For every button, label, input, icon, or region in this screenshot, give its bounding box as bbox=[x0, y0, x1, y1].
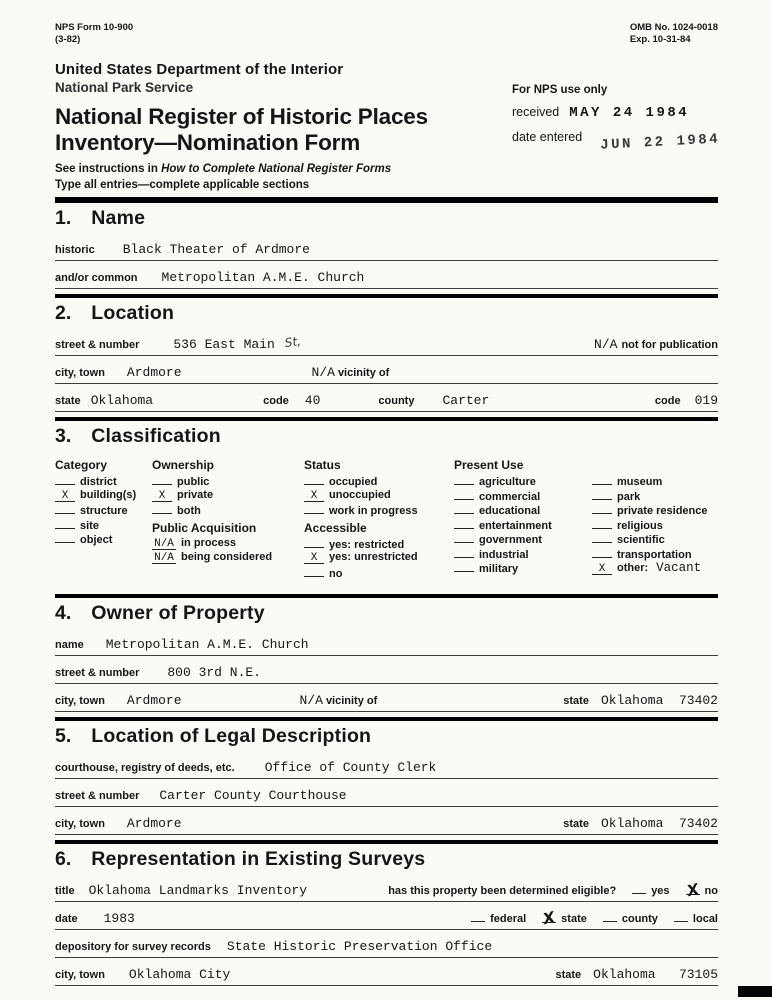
option-yes bbox=[632, 883, 669, 897]
checkbox-blank bbox=[55, 503, 75, 514]
field-label: city, town bbox=[55, 969, 105, 982]
form-revision: (3-82) bbox=[55, 34, 81, 46]
field-label: date bbox=[55, 913, 78, 926]
checkbox-item bbox=[152, 537, 304, 552]
classification-grid bbox=[55, 451, 718, 589]
checkbox-blank bbox=[454, 547, 474, 558]
field-value: 800 3rd N.E. bbox=[167, 665, 261, 681]
checkbox-label: entertainment bbox=[479, 519, 552, 532]
field-value: Carter County Courthouse bbox=[159, 788, 347, 804]
field-owner-street bbox=[55, 656, 718, 684]
checkbox-blank bbox=[55, 518, 75, 529]
checkbox-item bbox=[55, 532, 152, 547]
field-label: street & number bbox=[55, 790, 140, 803]
column-spacer bbox=[592, 458, 718, 474]
checkbox-label: building(s) bbox=[80, 488, 137, 501]
field-owner-name bbox=[55, 628, 718, 656]
field-label: city, town bbox=[55, 818, 105, 831]
checkbox-label: private residence bbox=[617, 505, 708, 518]
checkbox-item bbox=[454, 489, 592, 504]
field-city-town bbox=[55, 356, 718, 384]
checkbox-blank bbox=[304, 503, 324, 514]
section-title: Representation in Existing Surveys bbox=[91, 848, 426, 871]
option-label: county bbox=[621, 913, 658, 926]
field-state-county bbox=[55, 384, 718, 412]
section-6-heading bbox=[55, 844, 718, 874]
field-label: city, town bbox=[55, 367, 105, 380]
checkbox-label: park bbox=[617, 490, 641, 503]
field-value: Oklahoma Landmarks Inventory bbox=[88, 883, 307, 899]
checkbox-label: both bbox=[177, 505, 201, 518]
checkbox-item bbox=[592, 489, 718, 504]
checkbox-other bbox=[592, 561, 718, 576]
received-label: received bbox=[512, 105, 560, 119]
handwritten-x-mark: X bbox=[541, 908, 558, 929]
ownership-header: Ownership bbox=[152, 458, 215, 473]
checkbox-blank bbox=[454, 489, 474, 500]
checkbox-label: no bbox=[329, 567, 343, 580]
checkbox-item bbox=[304, 474, 454, 489]
category-header: Category bbox=[55, 458, 108, 473]
checkbox-label: educational bbox=[479, 505, 541, 518]
checkbox-item bbox=[152, 551, 304, 566]
state-label: state bbox=[55, 395, 81, 408]
checkbox-label: agriculture bbox=[479, 476, 536, 489]
checkbox-label: religious bbox=[617, 519, 663, 532]
section-title: Classification bbox=[91, 425, 221, 448]
na-mark: N/A bbox=[299, 693, 323, 709]
section-number: 6. bbox=[55, 848, 72, 871]
other-value: Vacant bbox=[656, 561, 702, 576]
checkbox-label: commercial bbox=[479, 490, 541, 503]
field-owner-city bbox=[55, 684, 718, 712]
field-value: 1983 bbox=[103, 911, 135, 927]
category-column bbox=[55, 458, 152, 580]
present-use-checklist-2 bbox=[592, 474, 718, 561]
checkbox-label: scientific bbox=[617, 534, 665, 547]
section-title: Name bbox=[91, 207, 146, 230]
vicinity-label: vicinity of bbox=[337, 367, 390, 380]
field-label: depository for survey records bbox=[55, 941, 211, 954]
checkbox-blank: X bbox=[304, 491, 324, 502]
checkbox-label: other: bbox=[617, 562, 649, 575]
option-label: state bbox=[561, 913, 587, 926]
checkbox-label: object bbox=[80, 534, 113, 547]
option-label: federal bbox=[490, 913, 527, 926]
field-label: street & number bbox=[55, 339, 140, 352]
field-label: title bbox=[55, 885, 75, 898]
nps-use-only-label: For NPS use only bbox=[512, 84, 608, 96]
option-label: yes bbox=[651, 885, 670, 898]
state-value: Oklahoma 73402 bbox=[600, 693, 718, 709]
field-label: name bbox=[55, 639, 84, 652]
top-meta bbox=[55, 22, 718, 47]
field-label: and/or common bbox=[55, 272, 138, 285]
field-value: Oklahoma City bbox=[128, 967, 231, 983]
checkbox-item bbox=[454, 474, 592, 489]
section-number: 4. bbox=[55, 602, 72, 625]
checkbox-blank bbox=[592, 547, 612, 558]
checkbox-blank: N/A bbox=[152, 539, 176, 550]
checkbox-blank bbox=[454, 561, 474, 572]
handwritten-x-mark: X bbox=[684, 880, 701, 901]
state-label: state bbox=[555, 969, 582, 982]
form-number-block bbox=[55, 22, 133, 47]
field-historic-name bbox=[55, 233, 718, 261]
field-value: Ardmore bbox=[126, 816, 182, 832]
section-number: 3. bbox=[55, 425, 72, 448]
instructions-line1 bbox=[55, 162, 515, 178]
checkbox-blank bbox=[592, 532, 612, 543]
field-label: courthouse, registry of deeds, etc. bbox=[55, 762, 235, 775]
code-value: 40 bbox=[304, 393, 321, 409]
field-value: Metropolitan A.M.E. Church bbox=[161, 270, 365, 286]
code2-label: code bbox=[654, 395, 681, 408]
checkbox-item bbox=[454, 503, 592, 518]
instructions-line2: Type all entries—complete applicable sections bbox=[55, 178, 310, 191]
field-common-name bbox=[55, 261, 718, 289]
present-use-header: Present Use bbox=[454, 458, 524, 473]
checkbox-item bbox=[304, 503, 454, 518]
checkbox-item bbox=[304, 551, 454, 566]
checkbox-blank bbox=[304, 537, 324, 548]
field-depository bbox=[55, 930, 718, 958]
checkbox-blank bbox=[152, 503, 172, 514]
omb-block bbox=[630, 22, 718, 47]
omb-number: OMB No. 1024-0018 bbox=[629, 22, 718, 33]
option-label: no bbox=[704, 885, 718, 898]
checkbox-blank: N/A bbox=[152, 553, 176, 564]
field-label: city, town bbox=[55, 695, 105, 708]
present-use-column-2 bbox=[592, 458, 718, 580]
checkbox-label: military bbox=[479, 563, 519, 576]
form-number: NPS Form 10-900 bbox=[55, 22, 134, 33]
nps-use-only-box bbox=[512, 84, 724, 154]
na-mark: N/A bbox=[594, 337, 618, 353]
eligible-question-label: has this property been determined eligible? bbox=[388, 885, 617, 898]
omb-expiration: Exp. 10-31-84 bbox=[629, 34, 691, 46]
checkbox-label: district bbox=[80, 476, 117, 489]
checkbox-item bbox=[454, 547, 592, 562]
section-4-heading bbox=[55, 598, 718, 628]
instructions-prefix: See instructions in bbox=[55, 163, 162, 176]
field-legal-street bbox=[55, 779, 718, 807]
checkbox-item bbox=[152, 474, 304, 489]
service-title: National Park Service bbox=[55, 79, 194, 95]
na-mark: N/A bbox=[311, 365, 335, 381]
checkbox-blank bbox=[592, 474, 612, 485]
checkbox-blank bbox=[152, 474, 172, 485]
code2-value: 019 bbox=[694, 393, 718, 409]
checkbox-blank: X bbox=[152, 491, 172, 502]
section-5-heading bbox=[55, 721, 718, 751]
status-header: Status bbox=[304, 458, 341, 473]
page-title-line2: Inventory—Nomination Form bbox=[55, 129, 361, 155]
checkbox-blank bbox=[454, 532, 474, 543]
checkbox-label: structure bbox=[80, 505, 128, 518]
ownership-column bbox=[152, 458, 304, 580]
county-label: county bbox=[378, 395, 415, 408]
state-value: Oklahoma 73402 bbox=[600, 816, 718, 832]
checkbox-blank bbox=[471, 911, 485, 922]
field-survey-date bbox=[55, 902, 718, 930]
checkbox-label: public bbox=[177, 476, 210, 489]
date-entered-stamp: JUN 22 1984 bbox=[600, 131, 721, 154]
checkbox-blank bbox=[592, 503, 612, 514]
option-no bbox=[684, 880, 718, 901]
handwritten-note: St, bbox=[283, 334, 302, 351]
public-acquisition-checklist bbox=[152, 537, 304, 566]
field-street-number bbox=[55, 328, 718, 356]
department-title: United States Department of the Interior bbox=[55, 60, 344, 78]
checkbox-label: transportation bbox=[617, 548, 692, 561]
option-county bbox=[603, 911, 658, 925]
checkbox-item bbox=[592, 518, 718, 533]
scan-corner-mark bbox=[738, 986, 772, 997]
section-number: 2. bbox=[55, 302, 72, 325]
checkbox-label: yes: restricted bbox=[329, 538, 405, 551]
option-label: local bbox=[692, 913, 718, 926]
section-3-heading bbox=[55, 421, 718, 451]
checkbox-blank bbox=[674, 911, 688, 922]
present-use-checklist bbox=[454, 474, 592, 576]
checkbox-item bbox=[304, 566, 454, 581]
checkbox-blank bbox=[684, 880, 701, 901]
checkbox-blank bbox=[55, 532, 75, 543]
date-entered-row bbox=[512, 130, 724, 154]
field-value: Metropolitan A.M.E. Church bbox=[105, 637, 309, 653]
checkbox-label: yes: unrestricted bbox=[329, 551, 418, 564]
checkbox-item bbox=[304, 537, 454, 552]
option-local bbox=[674, 911, 718, 925]
checkbox-blank bbox=[592, 518, 612, 529]
present-use-column bbox=[454, 458, 592, 580]
checkbox-item bbox=[454, 532, 592, 547]
checkbox-item bbox=[304, 489, 454, 504]
page-title-line1: National Register of Historic Places bbox=[55, 103, 428, 129]
checkbox-blank bbox=[304, 474, 324, 485]
section-title: Location bbox=[91, 302, 175, 325]
category-checklist bbox=[55, 474, 152, 547]
state-value: Oklahoma 73105 bbox=[593, 967, 718, 983]
field-value: Ardmore bbox=[126, 693, 182, 709]
option-federal bbox=[471, 911, 526, 925]
checkbox-label: work in progress bbox=[329, 505, 418, 518]
code-label: code bbox=[263, 395, 289, 408]
checkbox-blank bbox=[304, 566, 324, 577]
section-number: 1. bbox=[55, 207, 72, 230]
checkbox-label: being considered bbox=[181, 551, 273, 564]
state-value: Oklahoma bbox=[90, 393, 154, 409]
checkbox-item bbox=[454, 518, 592, 533]
checkbox-blank: X bbox=[55, 491, 75, 502]
checkbox-item bbox=[454, 561, 592, 576]
checkbox-item bbox=[592, 474, 718, 489]
field-survey-title bbox=[55, 874, 718, 902]
county-value: Carter bbox=[442, 393, 490, 409]
public-acquisition-header: Public Acquisition bbox=[152, 520, 257, 535]
checkbox-item bbox=[55, 518, 152, 533]
section-1-heading bbox=[55, 203, 718, 233]
state-label: state bbox=[563, 818, 589, 831]
checkbox-label: occupied bbox=[329, 476, 378, 489]
checkbox-item bbox=[152, 503, 304, 518]
checkbox-label: in process bbox=[181, 536, 237, 549]
not-for-publication-label: not for publication bbox=[621, 339, 718, 352]
checkbox-label: site bbox=[80, 519, 99, 532]
status-column bbox=[304, 458, 454, 580]
section-number: 5. bbox=[55, 725, 72, 748]
field-legal-city bbox=[55, 807, 718, 835]
field-value: Ardmore bbox=[126, 365, 182, 381]
field-value: 536 East Main bbox=[173, 337, 275, 353]
field-label: street & number bbox=[55, 667, 140, 680]
checkbox-blank bbox=[454, 518, 474, 529]
field-value: State Historic Preservation Office bbox=[226, 939, 493, 955]
checkbox-label: unoccupied bbox=[329, 488, 391, 501]
checkbox-item bbox=[152, 489, 304, 504]
checkbox-blank: X bbox=[592, 564, 612, 575]
field-value: Office of County Clerk bbox=[264, 760, 437, 776]
checkbox-blank bbox=[541, 908, 558, 929]
field-survey-city bbox=[55, 958, 718, 986]
checkbox-label: private bbox=[177, 488, 214, 501]
status-checklist bbox=[304, 474, 454, 518]
section-title: Location of Legal Description bbox=[91, 725, 372, 748]
field-label: historic bbox=[55, 244, 95, 257]
vicinity-label: vicinity of bbox=[325, 695, 378, 708]
field-value: Black Theater of Ardmore bbox=[122, 242, 310, 258]
checkbox-item bbox=[55, 489, 152, 504]
checkbox-item bbox=[592, 532, 718, 547]
date-entered-label: date entered bbox=[512, 130, 583, 144]
section-title: Owner of Property bbox=[91, 602, 265, 625]
checkbox-blank bbox=[454, 474, 474, 485]
checkbox-item bbox=[55, 503, 152, 518]
checkbox-blank bbox=[603, 911, 617, 922]
checkbox-item bbox=[592, 547, 718, 562]
section-2-heading bbox=[55, 298, 718, 328]
ownership-checklist bbox=[152, 474, 304, 518]
accessible-header: Accessible bbox=[304, 520, 367, 535]
instructions-manual-name: How to Complete National Register Forms bbox=[161, 163, 392, 176]
checkbox-item bbox=[592, 503, 718, 518]
checkbox-blank: X bbox=[304, 553, 324, 564]
received-row bbox=[512, 105, 724, 121]
checkbox-blank bbox=[454, 503, 474, 514]
checkbox-blank bbox=[632, 883, 646, 894]
checkbox-label: museum bbox=[617, 476, 663, 489]
received-date-stamp: MAY 24 1984 bbox=[569, 105, 690, 121]
instructions bbox=[55, 162, 515, 193]
checkbox-label: industrial bbox=[479, 548, 529, 561]
checkbox-item bbox=[55, 474, 152, 489]
checkbox-blank bbox=[592, 489, 612, 500]
field-courthouse bbox=[55, 751, 718, 779]
checkbox-label: government bbox=[479, 534, 542, 547]
accessible-checklist bbox=[304, 537, 454, 581]
option-state bbox=[541, 908, 587, 929]
checkbox-blank bbox=[55, 474, 75, 485]
state-label: state bbox=[563, 695, 589, 708]
